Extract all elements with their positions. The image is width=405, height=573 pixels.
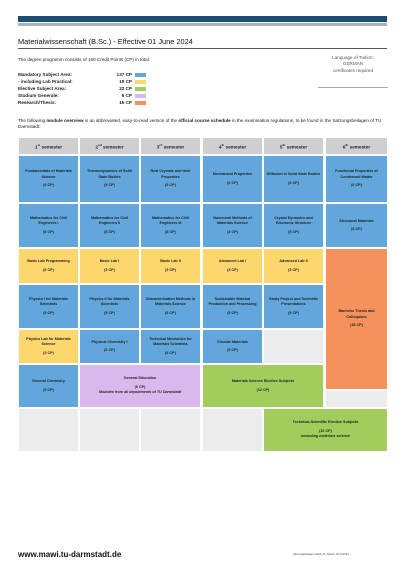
module-advanced-lab-2: Advanced Lab II (3 CP) [264,249,323,283]
semester-header-3: 3rd semester [141,138,200,154]
empty-cell [80,409,139,451]
module-technical-scientific-electives: Technical-Scientific Elective Subjects (10 CP) excluding materials science [264,409,387,451]
summary-row-thesis [18,99,153,106]
note-emphasis: module overview [46,118,84,123]
module-advanced-lab-1: Advanced Lab I (3 CP) [203,249,262,283]
module-circular-materials: Circular Materials (5 CP) [203,330,262,363]
module-crystal-dynamics: Crystal Dynamics and Electronic Structure (5 CP) [264,204,323,247]
title-divider [18,48,387,49]
empty-cell [141,409,200,451]
semester-header-2: 2nd semester [80,138,139,154]
semester-header-6: 6th semester [326,138,387,154]
module-physical-chemistry-1: Physical Chemistry I (6 CP) [80,330,139,363]
module-overview-grid [18,137,388,504]
footer-document-info: Satzungsbeilagen 2023_III | Stand: 15.11.2024 [293,553,349,556]
semester-header-4: 4th semester [203,138,262,154]
credit-summary [18,71,153,106]
footer-website[interactable]: www.mawi.tu-darmstadt.de [18,550,122,559]
module-fundamentals-materials-science: Fundamentals of Materials Science (6 CP) [19,156,78,202]
summary-value: 18 CP [119,79,132,84]
overview-note [18,118,390,130]
module-mathematics-1: Mathematics for Civil Engineers I (8 CP) [19,204,78,247]
module-materials-science-electives: Materials Science Elective Subjects (12 CP) [203,365,323,407]
module-mathematics-3: Mathematics for Civil Engineers III (8 CP) [141,204,200,247]
intro-text: The degree programm consists of 180 Credit Points (CP) in total: [18,57,151,62]
summary-value: 15 CP [119,100,132,105]
language-value: GERMAN [342,61,364,67]
module-physics-1: Physics I for Materials Scientists (5 CP) [19,285,78,328]
module-general-chemistry: General Chemistry (5 CP) [19,365,78,407]
header-bar-secondary [18,23,387,26]
module-thermodynamics: Thermodynamics of Solid State Bodies (5 CP) [80,156,139,202]
module-technical-mechanics: Technical Mechanics for Materials Scientists (6 CP) [141,330,200,363]
semester-header-5: 5th semester [264,138,323,154]
note-text: in the examination regulations, to be found in the Satzungsbeilagen of TU Darmstadt: [18,118,382,129]
note-text: is an abbreviated, easy-to-read version of the [83,118,179,123]
empty-cell [264,330,323,363]
language-info [318,55,388,74]
module-characterisation-methods: Characterisation Methods in Materials Science (6 CP) [141,285,200,328]
summary-label: - including Lab Practical: [18,79,73,84]
empty-cell [203,409,262,451]
module-basic-lab-1: Basic Lab I (3 CP) [80,249,139,283]
summary-label: Mandatory Subject Area: [18,72,72,77]
language-divider [318,87,388,88]
note-emphasis: official course schedule [178,118,231,123]
language-label: Language of Tuition: [332,55,374,60]
note-text: The following [18,118,47,123]
summary-label: Studium Generale: [18,93,59,98]
module-sustainable-material-production: Sustainable Material Production and Processing (5 CP) [203,285,262,328]
semester-header-1: 1st semester [19,138,78,154]
module-bachelor-thesis: Bachelor Thesis and Colloquium (15 CP) [326,249,387,389]
color-swatch-yellow [135,80,146,84]
module-study-project: Study Project and Scientific Presentations (5 CP) [264,285,323,328]
module-numerical-methods: Numerical Methods of Materials Science (3 CP) [203,204,262,247]
color-swatch-lilac [135,94,146,98]
summary-row-lab [18,78,153,85]
summary-value: 137 CP [116,72,132,77]
module-mathematics-2: Mathematics for Civil Engineers II (8 CP) [80,204,139,247]
summary-label: Elective Subject Area: [18,86,67,91]
module-physics-2: Physics II for Materials Scientists (5 CP) [80,285,139,328]
module-functional-properties: Functional Properties of Condensed Matter (6 CP) [326,156,387,202]
header-bar [18,16,387,22]
module-basic-lab-2: Basic Lab II (3 CP) [141,249,200,283]
module-diffusion: Diffusion in Solid State Bodies (5 CP) [264,156,323,202]
module-structural-materials: Structural Materials (6 CP) [326,204,387,247]
page-title: Materialwissenschaft (B.Sc.) - Effective 01 June 2024 [18,37,193,46]
module-physics-lab: Physics Lab for Materials Science (3 CP) [19,330,78,363]
color-swatch-green [135,87,146,91]
module-basic-lab-programming: Basic Lab Programming (6 CP) [19,249,78,283]
color-swatch-blue [135,73,146,77]
summary-row-elective [18,85,153,92]
summary-label: Research/Thesis: [18,100,57,105]
summary-value: 22 CP [119,86,132,91]
module-general-education: General Education (6 CP) Modules from all departments of TU Darmstadt [80,365,200,407]
summary-row-generale [18,92,153,99]
module-mechanical-properties: Mechanical Properties (6 CP) [203,156,262,202]
empty-cell [326,391,387,407]
empty-cell [19,409,78,451]
summary-row-mandatory [18,71,153,78]
color-swatch-orange [135,101,146,105]
summary-value: 6 CP [121,93,132,98]
module-real-crystals: Real Crystals and their Properties (5 CP) [141,156,200,202]
certificate-note: certificates required [332,67,374,73]
